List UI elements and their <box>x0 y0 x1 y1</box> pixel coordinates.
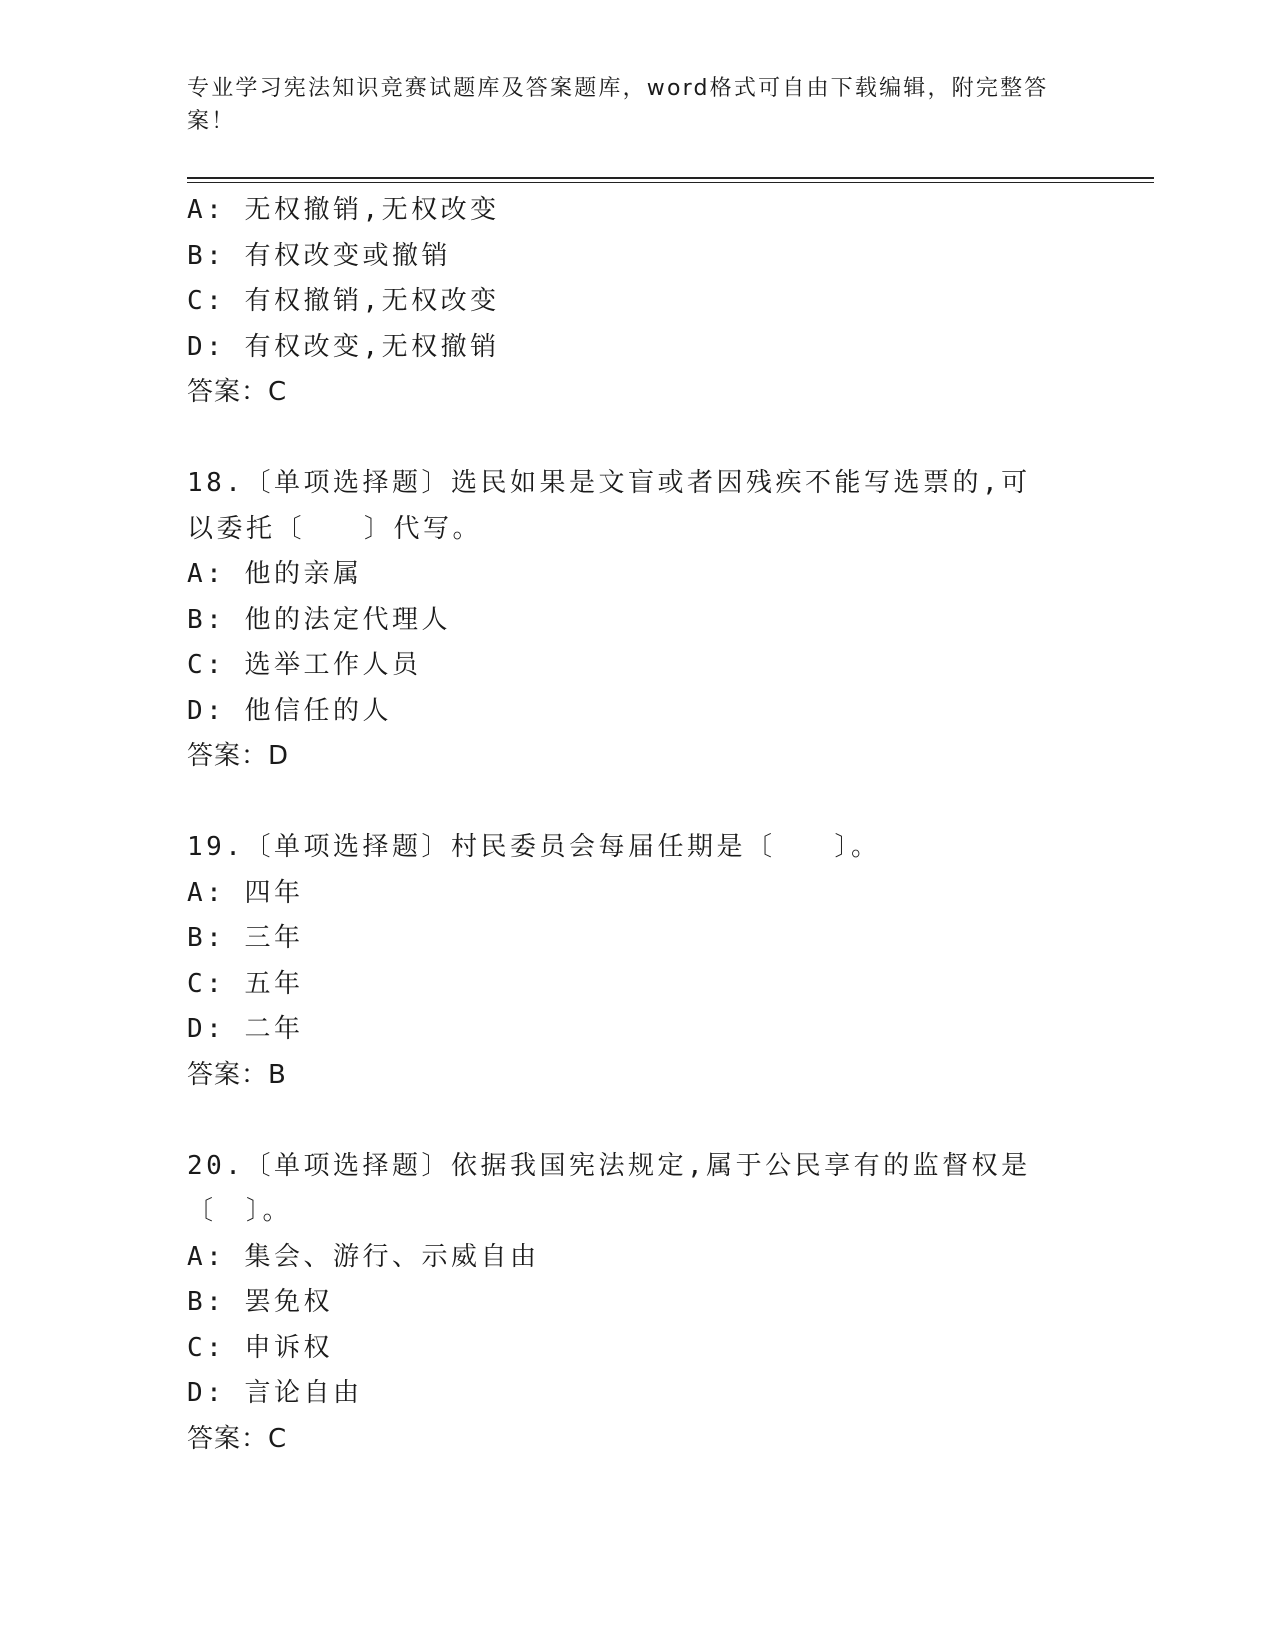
option-a: A: 他的亲属 <box>187 559 363 589</box>
answer: 答案：B <box>187 1059 287 1090</box>
option-b: B: 罢免权 <box>187 1287 333 1317</box>
question-block-17 <box>187 188 1067 416</box>
option-c: C: 选举工作人员 <box>187 650 422 680</box>
option-a: A: 四年 <box>187 877 304 908</box>
question-block-20 <box>187 1144 1067 1463</box>
answer: 答案：D <box>187 741 290 771</box>
option-a: A: 集会、游行、示威自由 <box>187 1241 540 1272</box>
option-a: A: 无权撤销,无权改变 <box>187 195 500 225</box>
option-d: D: 他信任的人 <box>187 695 392 726</box>
question-block-18 <box>187 461 1067 780</box>
question-text: 20.〔单项选择题〕依据我国宪法规定,属于公民享有的监督权是〔 〕。 <box>187 1150 1031 1226</box>
answer: 答案：C <box>187 1423 288 1454</box>
question-block-19 <box>187 825 1067 1098</box>
spacer <box>187 780 1067 826</box>
option-d: D: 二年 <box>187 1014 304 1044</box>
option-b: B: 三年 <box>187 923 304 953</box>
question-text: 19.〔单项选择题〕村民委员会每届任期是〔 〕。 <box>187 832 881 862</box>
spacer <box>187 1098 1067 1144</box>
page-header: 专业学习宪法知识竞赛试题库及答案题库，word格式可自由下载编辑，附完整答案！ <box>187 76 1049 134</box>
spacer <box>187 416 1067 462</box>
option-d: D: 有权改变,无权撤销 <box>187 331 500 362</box>
option-b: B: 有权改变或撤销 <box>187 240 451 271</box>
option-c: C: 五年 <box>187 968 304 999</box>
question-text: 18.〔单项选择题〕选民如果是文盲或者因残疾不能写选票的,可以委托〔 〕代写。 <box>187 468 1031 544</box>
option-c: C: 有权撤销,无权改变 <box>187 286 500 316</box>
question-list <box>187 188 1067 1462</box>
option-c: C: 申诉权 <box>187 1332 333 1363</box>
option-d: D: 言论自由 <box>187 1378 363 1408</box>
option-b: B: 他的法定代理人 <box>187 604 451 635</box>
header-divider-thick <box>187 177 1154 179</box>
header-divider-thin <box>187 182 1154 183</box>
answer: 答案：C <box>187 377 288 407</box>
